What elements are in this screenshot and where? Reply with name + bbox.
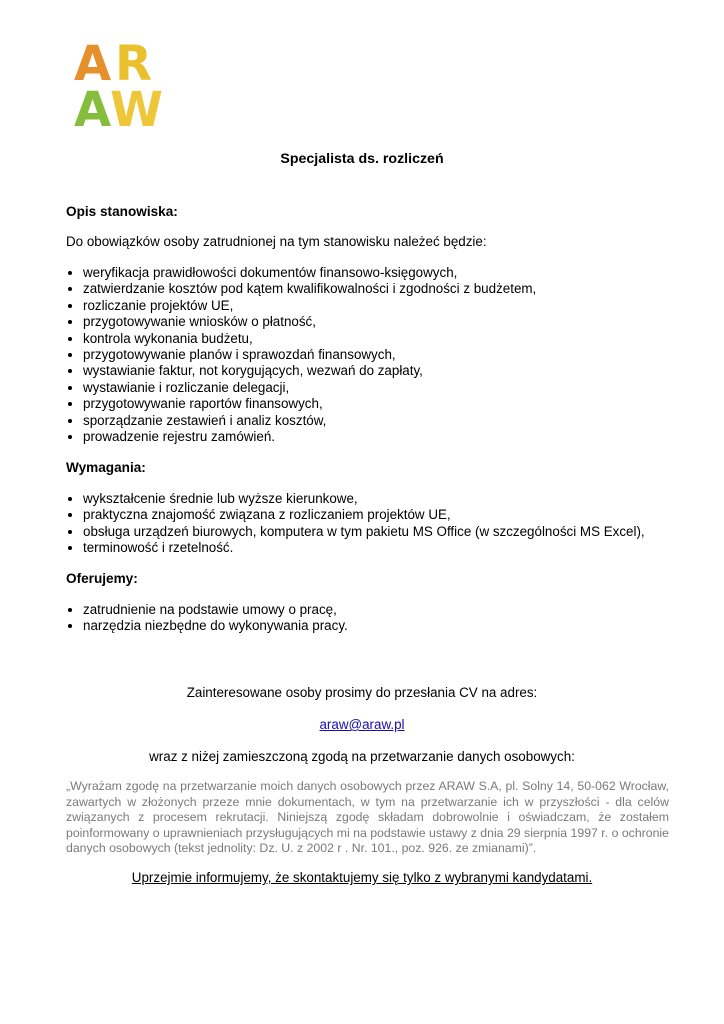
offer-list — [66, 602, 348, 635]
list-item: terminowość i rzetelność. — [66, 540, 645, 556]
closing-note: Uprzejmie informujemy, że skontaktujemy się tylko z wybranymi kandydatami. — [131, 870, 593, 885]
list-item: prowadzenie rejestru zamówień. — [66, 429, 536, 445]
duties-list — [66, 265, 536, 445]
araw-logo — [74, 36, 166, 138]
closing-note-row — [0, 870, 724, 885]
list-item: rozliczanie projektów UE, — [66, 298, 536, 314]
consent-clause: „Wyrażam zgodę na przetwarzanie moich danych osobowych przez ARAW S.A, pl. Solny 14, 50-062 Wrocław, zawartych w złożonych przeze mnie dokumentach, w tym na przetwarzanie ich w przyszłości - dla celów związanych z procesem rekrutacji. Niniejszą zgodę składam dobrowolnie i oświadczam, że zostałem poinformowany o uprawnieniach przysługujących mi na podstawie ustawy z dnia 29 sierpnia 1997 r. o ochronie danych osobowych (tekst jednolity: Dz. U. z 2002 r . Nr. 101., poz. 926. ze zmianami)”. — [66, 779, 669, 856]
list-item: wystawianie i rozliczanie delegacji, — [66, 380, 536, 396]
list-item: przygotowywanie planów i sprawozdań finansowych, — [66, 347, 536, 363]
list-item: obsługa urządzeń biurowych, komputera w tym pakietu MS Office (w szczególności MS Excel), — [66, 524, 645, 540]
logo-letter-a-bottom: A — [74, 82, 112, 138]
list-item: wystawianie faktur, not korygujących, wezwań do zapłaty, — [66, 363, 536, 379]
list-item: weryfikacja prawidłowości dokumentów finansowo-księgowych, — [66, 265, 536, 281]
offer-heading: Oferujemy: — [66, 571, 138, 586]
description-intro: Do obowiązków osoby zatrudnionej na tym stanowisku należeć będzie: — [66, 234, 487, 249]
list-item: praktyczna znajomość związana z rozliczaniem projektów UE, — [66, 507, 645, 523]
list-item: kontrola wykonania budżetu, — [66, 331, 536, 347]
requirements-list — [66, 491, 645, 557]
page-title: Specjalista ds. rozliczeń — [280, 151, 444, 167]
list-item: zatwierdzanie kosztów pod kątem kwalifikowalności i zgodności z budżetem, — [66, 281, 536, 297]
list-item: narzędzia niezbędne do wykonywania pracy. — [66, 618, 348, 634]
logo-letter-w: W — [110, 82, 163, 138]
list-item: wykształcenie średnie lub wyższe kierunkowe, — [66, 491, 645, 507]
list-item: zatrudnienie na podstawie umowy o pracę, — [66, 602, 348, 618]
list-item: sporządzanie zestawień i analiz kosztów, — [66, 413, 536, 429]
requirements-heading: Wymagania: — [66, 460, 146, 475]
consent-note: wraz z niżej zamieszczoną zgodą na przetwarzanie danych osobowych: — [149, 749, 575, 764]
email-link[interactable]: araw@araw.pl — [319, 717, 405, 732]
email-row — [0, 717, 724, 732]
cv-invitation: Zainteresowane osoby prosimy do przesłania CV na adres: — [186, 685, 538, 700]
logo-letter-r: R — [115, 36, 152, 92]
description-heading: Opis stanowiska: — [66, 204, 178, 219]
list-item: przygotowywanie raportów finansowych, — [66, 396, 536, 412]
logo-letter-a-top: A — [74, 36, 112, 92]
list-item: przygotowywanie wniosków o płatność, — [66, 314, 536, 330]
